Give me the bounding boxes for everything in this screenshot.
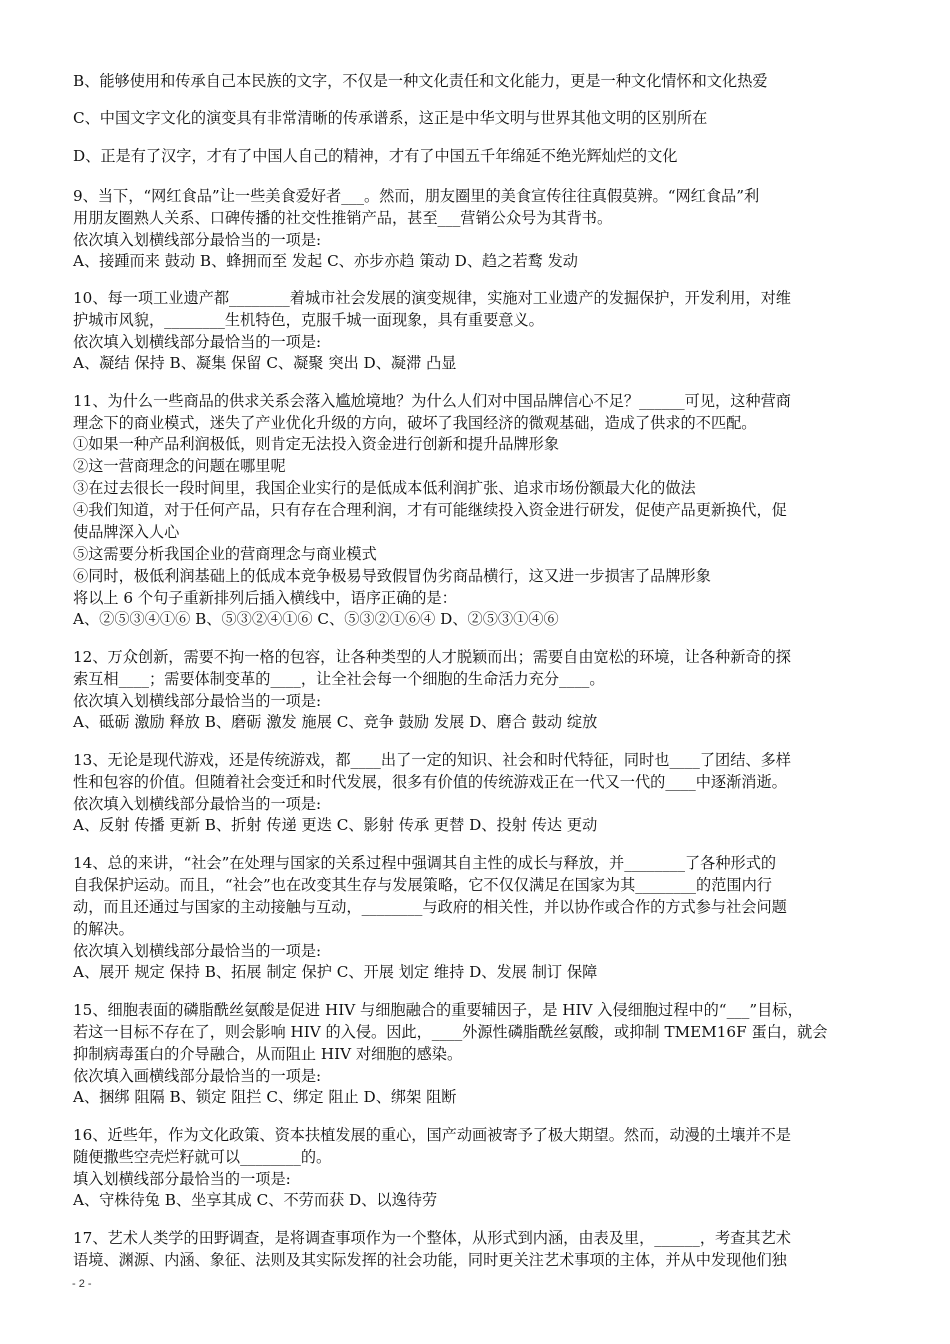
q11-sentence-4a: ④我们知道，对于任何产品，只有存在合理利润，才有可能继续投入资金进行研发，促使产品更新换代，促	[73, 501, 787, 519]
q16-options: A、守株待兔 B、坐享其成 C、不劳而获 D、以逸待劳	[73, 1191, 438, 1209]
q11-sentence-2: ②这一营商理念的问题在哪里呢	[73, 457, 286, 475]
q11-sentence-1: ①如果一种产品利润极低，则肯定无法投入资金进行创新和提升品牌形象	[73, 435, 559, 453]
q10-instruction: 依次填入划横线部分最恰当的一项是:	[73, 333, 322, 351]
q11-sentence-3: ③在过去很长一段时间里，我国企业实行的是低成本低利润扩张、追求市场份额最大化的做法	[73, 479, 696, 497]
q13-instruction: 依次填入划横线部分最恰当的一项是:	[73, 795, 322, 813]
q15-stem-3: 抑制病毒蛋白的介导融合，从而阻止 HIV 对细胞的感染。	[73, 1045, 463, 1063]
q12-instruction: 依次填入划横线部分最恰当的一项是:	[73, 692, 322, 710]
option-b: B、能够使用和传承自己本民族的文字，不仅是一种文化责任和文化能力，更是一种文化情怀和文化热爱	[73, 72, 768, 90]
q15-stem-2: 若这一目标不存在了，则会影响 HIV 的入侵。因此，____外源性磷脂酰丝氨酸，或抑制 TMEM16F 蛋白，就会	[73, 1023, 828, 1041]
q14-options: A、展开 规定 保持 B、拓展 制定 保护 C、开展 划定 维持 D、发展 制订 保障	[73, 963, 598, 981]
q10-stem-1: 10、每一项工业遗产都________着城市社会发展的演变规律，实施对工业遗产的发掘保护，开发利用，对维	[73, 289, 791, 307]
q12-options: A、砥砺 激励 释放 B、磨砺 激发 施展 C、竞争 鼓励 发展 D、磨合 鼓动 绽放	[73, 713, 598, 731]
option-c: C、中国文字文化的演变具有非常清晰的传承谱系，这正是中华文明与世界其他文明的区别所在	[73, 109, 708, 127]
q11-stem-2: 理念下的商业模式，迷失了产业优化升级的方向，破坏了我国经济的微观基础，造成了供求的不匹配。	[73, 414, 757, 432]
q11-sentence-4b: 使品牌深入人心	[73, 523, 180, 541]
q11-sentence-6: ⑥同时，极低利润基础上的低成本竞争极易导致假冒伪劣商品横行，这又进一步损害了品牌形象	[73, 567, 711, 585]
q11-instruction: 将以上 6 个句子重新排列后插入横线中，语序正确的是：	[73, 589, 457, 607]
q9-stem-2: 用朋友圈熟人关系、口碑传播的社交性推销产品，甚至___营销公众号为其背书。	[73, 209, 613, 227]
q15-options: A、捆绑 阻隔 B、锁定 阻拦 C、绑定 阻止 D、绑架 阻断	[73, 1088, 457, 1106]
q14-stem-3: 动，而且还通过与国家的主动接触与互动，________与政府的相关性，并以协作或合作的方式参与社会问题	[73, 898, 787, 916]
q9-stem-1: 9、当下，“网红食品”让一些美食爱好者___。然而，朋友圈里的美食宣传往往真假莫辨。“网红食品”利	[73, 187, 760, 205]
q16-stem-1: 16、近些年，作为文化政策、资本扶植发展的重心，国产动画被寄予了极大期望。然而，动漫的土壤并不是	[73, 1126, 791, 1144]
q17-stem-1: 17、艺术人类学的田野调查，是将调查事项作为一个整体，从形式到内涵，由表及里，______，考查其艺术	[73, 1229, 791, 1247]
q13-options: A、反射 传播 更新 B、折射 传递 更迭 C、影射 传承 更替 D、投射 传达 更动	[73, 816, 598, 834]
q16-instruction: 填入划横线部分最恰当的一项是:	[73, 1170, 291, 1188]
q9-instruction: 依次填入划横线部分最恰当的一项是:	[73, 231, 322, 249]
q16-stem-2: 随便撒些空壳烂籽就可以________的。	[73, 1148, 332, 1166]
q13-stem-1: 13、无论是现代游戏，还是传统游戏，都____出了一定的知识、社会和时代特征，同时也____了团结、多样	[73, 751, 791, 769]
q14-instruction: 依次填入划横线部分最恰当的一项是:	[73, 942, 322, 960]
q11-sentence-5: ⑤这需要分析我国企业的营商理念与商业模式	[73, 545, 377, 563]
q11-stem-1: 11、为什么一些商品的供求关系会落入尴尬境地？为什么人们对中国品牌信心不足？______可见，这种营商	[73, 392, 791, 410]
q11-options: A、②⑤③④①⑥ B、⑤③②④①⑥ C、⑤③②①⑥④ D、②⑤③①④⑥	[73, 610, 559, 628]
option-d: D、正是有了汉字，才有了中国人自己的精神，才有了中国五千年绵延不绝光辉灿烂的文化	[73, 147, 678, 165]
q10-options: A、凝结 保持 B、凝集 保留 C、凝聚 突出 D、凝滞 凸显	[73, 354, 457, 372]
q14-stem-2: 自我保护运动。而且，“社会”也在改变其生存与发展策略，它不仅仅满足在国家为其________的范围内行	[73, 876, 772, 894]
q10-stem-2: 护城市风貌，________生机特色，克服千城一面现象，具有重要意义。	[73, 311, 544, 329]
q14-stem-4: 的解决。	[73, 920, 134, 938]
q17-stem-2: 语境、渊源、内涵、象征、法则及其实际发挥的社会功能，同时更关注艺术事项的主体，并从中发现他们独	[73, 1251, 787, 1269]
page-number: - 2 -	[72, 1278, 92, 1290]
q14-stem-1: 14、总的来讲，“社会”在处理与国家的关系过程中强调其自主性的成长与释放，并________了各种形式的	[73, 854, 777, 872]
q9-options: A、接踵而来 鼓动 B、蜂拥而至 发起 C、亦步亦趋 策动 D、趋之若鹜 发动	[73, 252, 578, 270]
q13-stem-2: 性和包容的价值。但随着社会变迁和时代发展，很多有价值的传统游戏正在一代又一代的____中逐渐消逝。	[73, 773, 787, 791]
q15-instruction: 依次填入画横线部分最恰当的一项是:	[73, 1067, 322, 1085]
q15-stem-1: 15、细胞表面的磷脂酰丝氨酸是促进 HIV 与细胞融合的重要辅因子，是 HIV 入侵细胞过程中的“___”目标，	[73, 1001, 803, 1019]
q12-stem-1: 12、万众创新，需要不拘一格的包容，让各种类型的人才脱颖而出；需要自由宽松的环境，让各种新奇的探	[73, 648, 791, 666]
q12-stem-2: 索互相____；需要体制变革的____，让全社会每一个细胞的生命活力充分____。	[73, 670, 605, 688]
